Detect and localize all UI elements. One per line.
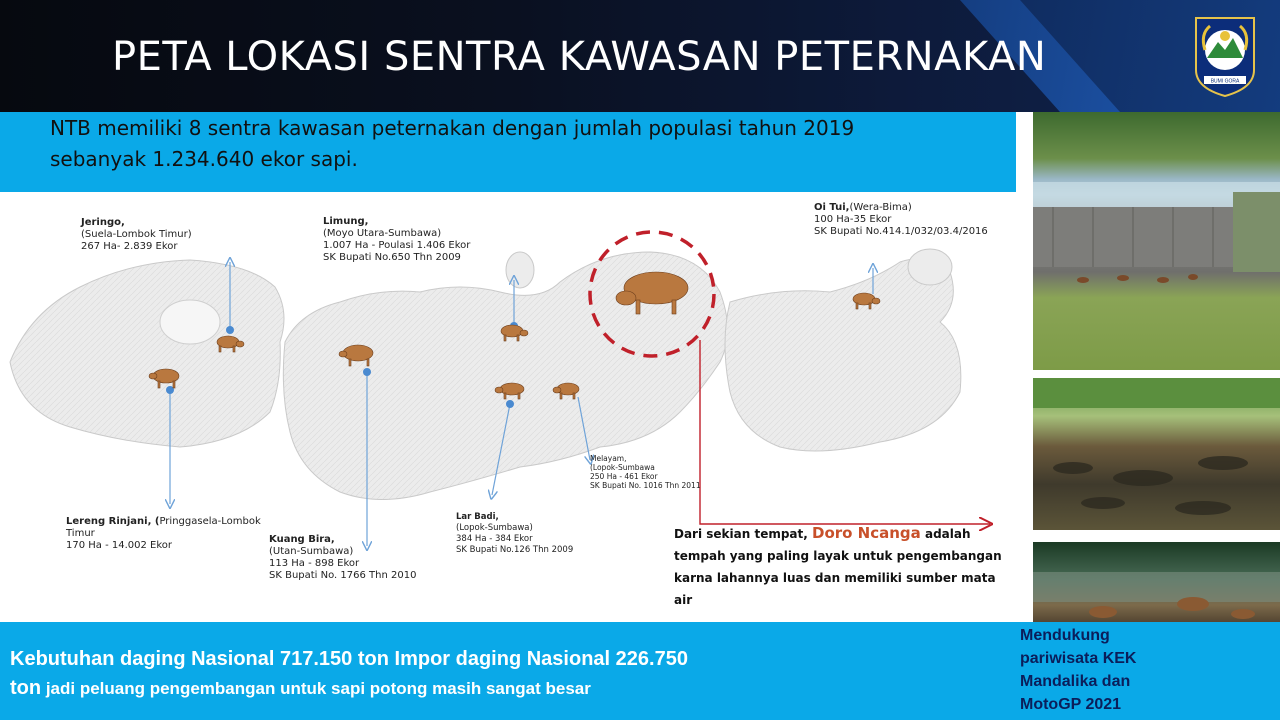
marker-dot: [363, 368, 371, 376]
logo-text: BUMI GORA: [1210, 78, 1240, 85]
label-limung: Limung, (Moyo Utara-Sumbawa) 1.007 Ha - Poulasi 1.406 Ekor SK Bupati No.650 Thn 2009: [323, 216, 471, 263]
photo-wetland: [1033, 378, 1280, 530]
page-title: PETA LOKASI SENTRA KAWASAN PETERNAKAN: [112, 34, 1047, 80]
label-lar-badi: Lar Badi, (Lopok-Sumbawa) 384 Ha - 384 Ekor SK Bupati No.126 Thn 2009: [456, 512, 574, 555]
note-line-1: Dari sekian tempat, Doro Ncanga adalah: [674, 524, 971, 542]
location-name: Oi Tui,: [814, 202, 850, 213]
note-line-2: tempah yang paling layak untuk pengembangan: [674, 549, 1002, 563]
location-name: Lar Badi,: [456, 512, 499, 522]
label-lereng-rinjani: Lereng Rinjani, (Pringgasela-Lombok Timur 170 Ha - 14.002 Ekor: [66, 516, 261, 551]
label-oi-tui: Oi Tui,(Wera-Bima) 100 Ha-35 Ekor SK Bupati No.414.1/032/03.4/2016: [814, 202, 988, 237]
location-name: Kuang Bira,: [269, 534, 335, 545]
doro-ncanga-note: [674, 522, 1014, 611]
photo-cattle-water: [1033, 542, 1280, 626]
marker-dot: [506, 400, 514, 408]
footer-line-2: ton jadi peluang pengembangan untuk sapi potong masih sangat besar: [10, 677, 591, 699]
location-name: Melayam,: [590, 454, 627, 463]
doro-ncanga-highlight-text: Doro Ncanga: [812, 524, 921, 542]
ntb-province-crest-icon: [1192, 14, 1258, 98]
intro-line-2: sebanyak 1.234.640 ekor sapi.: [50, 147, 358, 171]
side-caption: Mendukung pariwisata KEK Mandalika dan MotoGP 2021: [1020, 627, 1137, 713]
location-name: Jeringo,: [81, 217, 125, 228]
intro-text: [50, 113, 990, 175]
label-kuang-bira: Kuang Bira, (Utan-Sumbawa) 113 Ha - 898 Ekor SK Bupati No. 1766 Thn 2010: [269, 534, 417, 581]
footer-line-1: Kebutuhan daging Nasional 717.150 ton Impor daging Nasional 226.750: [10, 648, 688, 670]
location-name: Limung,: [323, 216, 369, 227]
footer-text: [10, 645, 910, 703]
intro-line-1: NTB memiliki 8 sentra kawasan peternakan dengan jumlah populasi tahun 2019: [50, 116, 855, 140]
label-jeringo: Jeringo, (Suela-Lombok Timur) 267 Ha- 2.839 Ekor: [81, 217, 192, 252]
location-name: Lereng Rinjani, (: [66, 516, 160, 527]
label-melayam: Melayam, (Lopok-Sumbawa 250 Ha - 461 Ekor SK Bupati No. 1016 Thn 2011: [590, 454, 701, 490]
marker-dot: [226, 326, 234, 334]
photo-reservoir-grazing: [1033, 112, 1280, 370]
note-line-3: karna lahannya luas dan memiliki sumber mata air: [674, 571, 996, 607]
